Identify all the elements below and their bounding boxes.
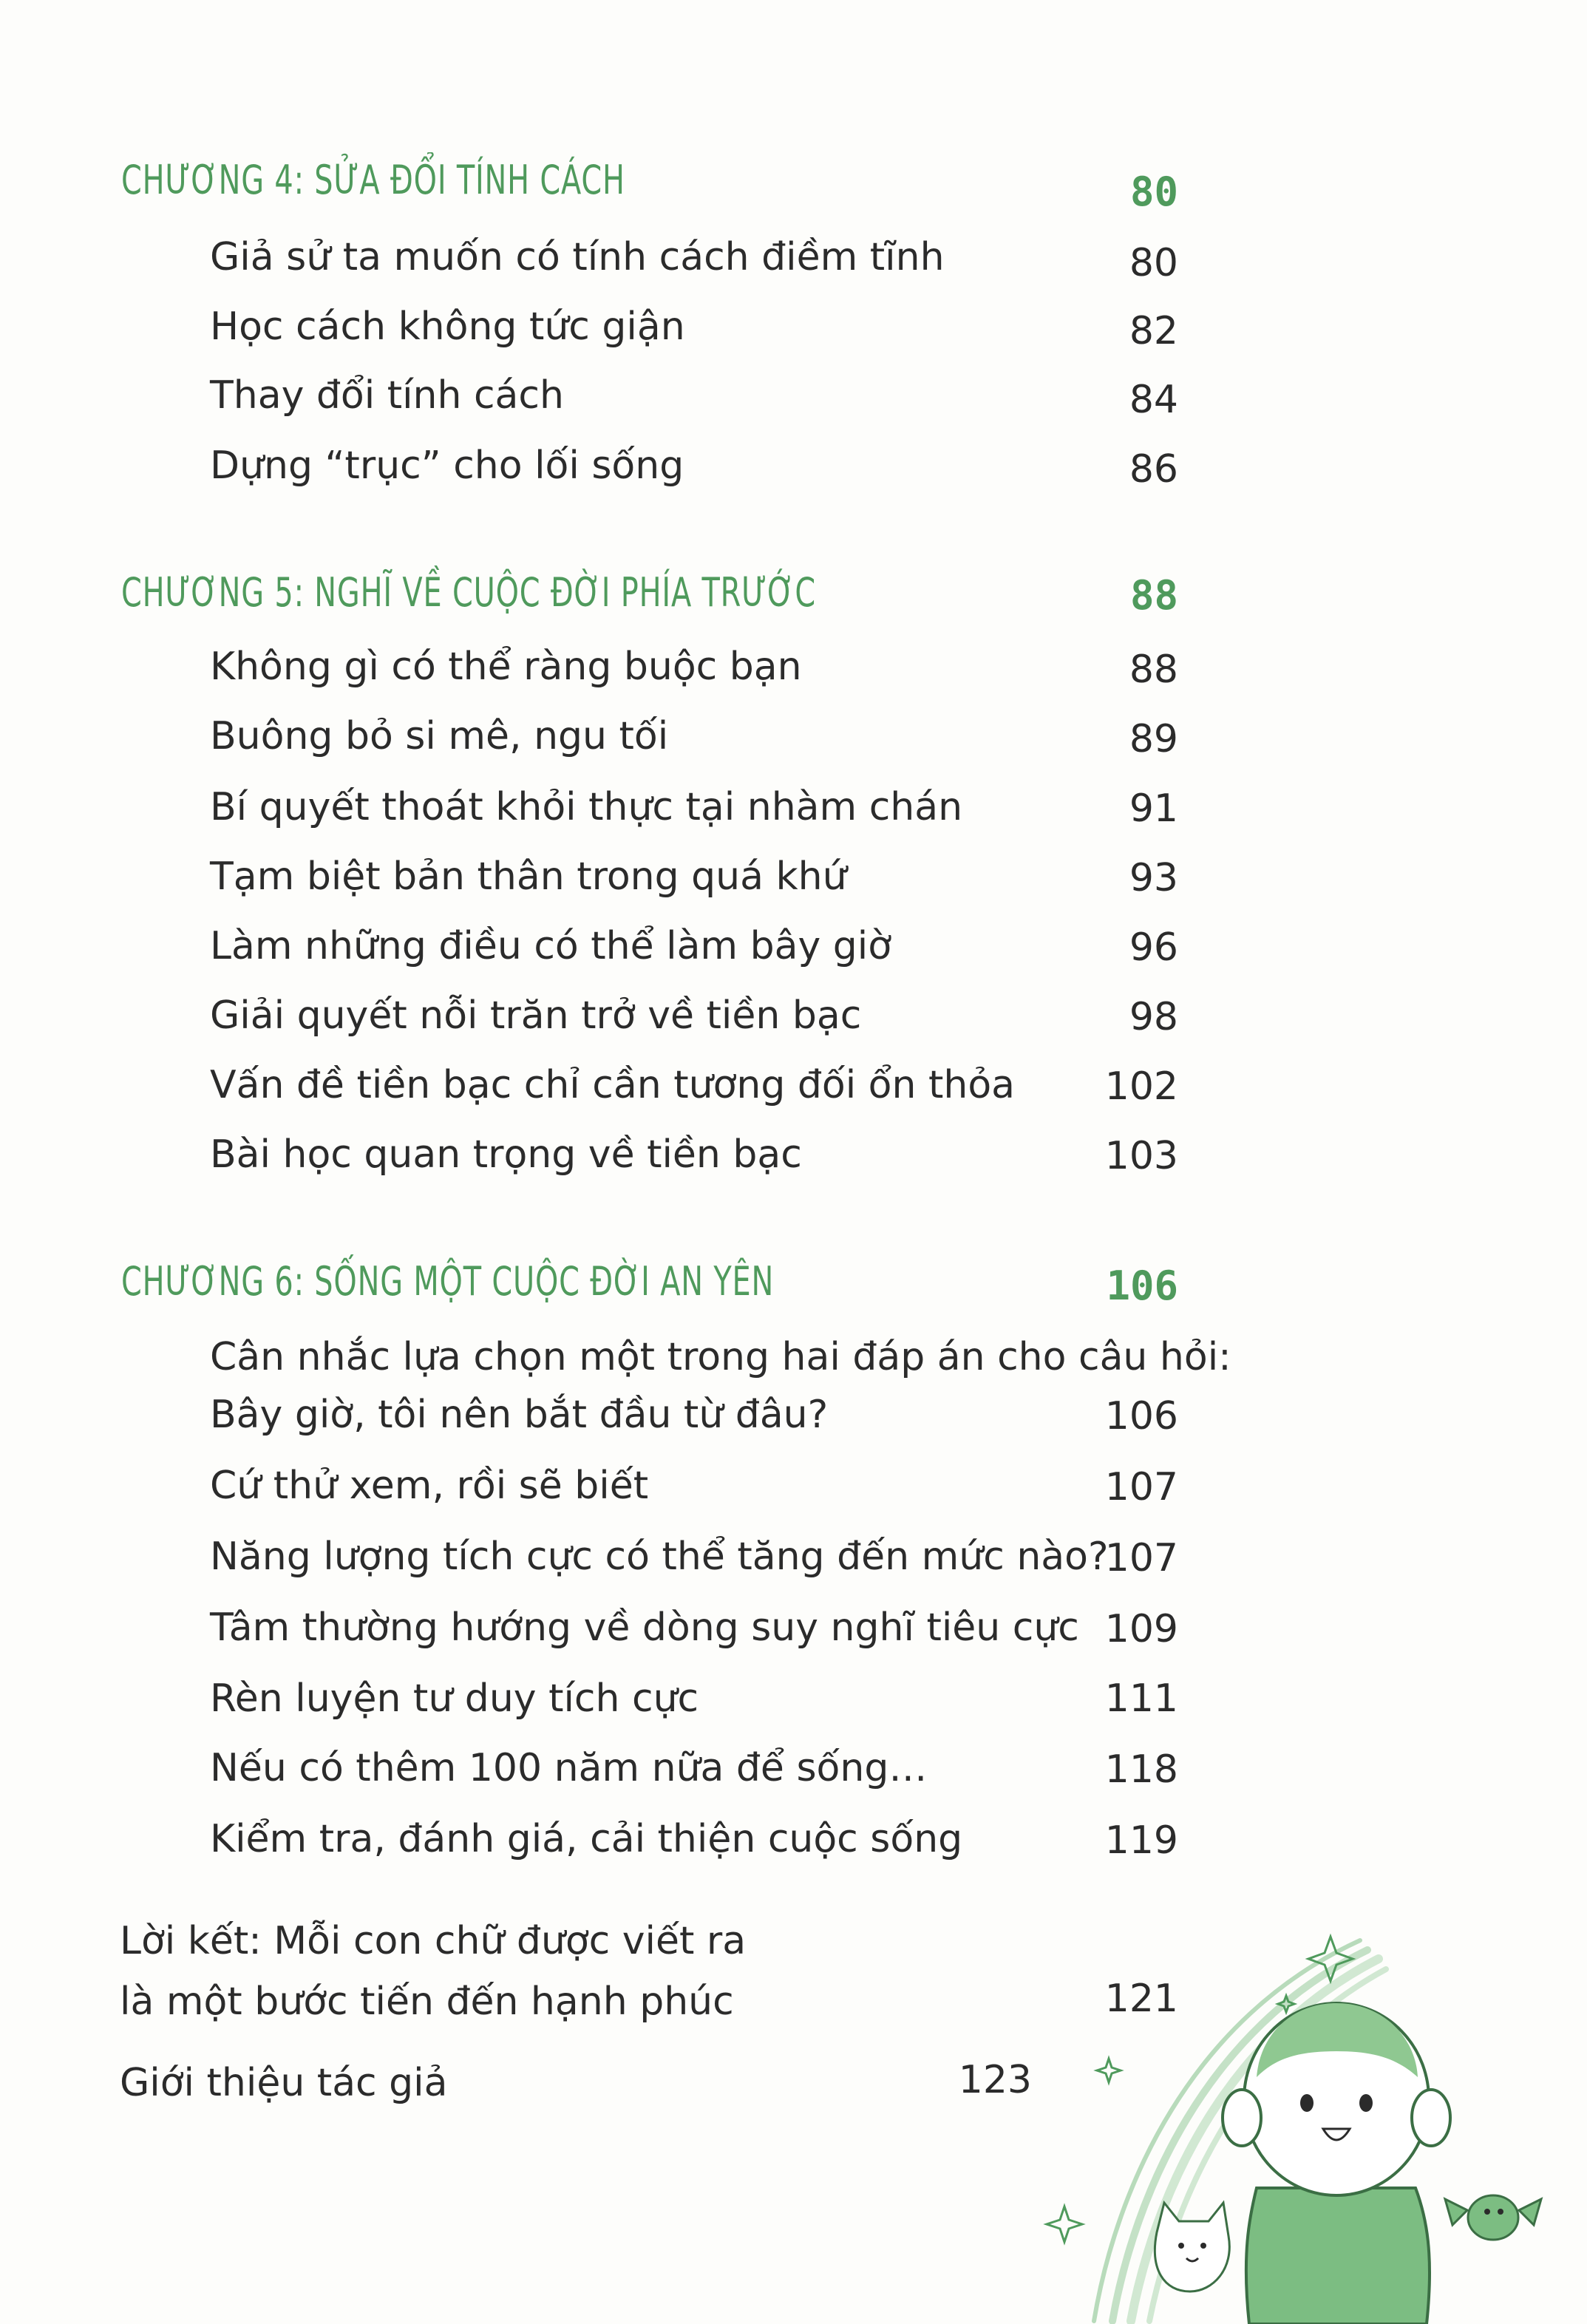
author-intro-page: 123 [958, 2058, 1032, 2102]
toc-entry-page: 84 [1129, 378, 1178, 422]
toc-entry[interactable]: Buông bỏ si mê, ngu tối [210, 714, 669, 758]
bird-character [1445, 2195, 1541, 2240]
toc-entry[interactable]: Năng lượng tích cực có thể tăng đến mức nào? [210, 1535, 1109, 1579]
toc-entry-page: 86 [1129, 447, 1178, 492]
toc-entry-page: 89 [1129, 717, 1178, 761]
chapter-5-heading[interactable]: CHƯƠNG 5: NGHĨ VỀ CUỘC ĐỜI PHÍA TRƯỚC [121, 569, 817, 616]
toc-entry[interactable]: Học cách không tức giận [210, 305, 685, 349]
toc-entry[interactable]: Nếu có thêm 100 năm nữa để sống… [210, 1746, 928, 1790]
toc-entry-page: 91 [1129, 786, 1178, 831]
toc-entry[interactable]: Giải quyết nỗi trăn trở về tiền bạc [210, 993, 862, 1038]
toc-entry-page: 93 [1129, 856, 1178, 900]
chapter-6-page: 106 [1106, 1263, 1178, 1309]
toc-entry[interactable]: Bí quyết thoát khỏi thực tại nhàm chán [210, 785, 963, 829]
toc-entry-page: 102 [1104, 1064, 1178, 1109]
toc-entry-page: 107 [1104, 1536, 1178, 1580]
toc-entry[interactable]: Không gì có thể ràng buộc bạn [210, 645, 802, 689]
toc-entry[interactable]: Giả sử ta muốn có tính cách điềm tĩnh [210, 235, 945, 279]
toc-entry[interactable]: Kiểm tra, đánh giá, cải thiện cuộc sống [210, 1817, 963, 1861]
toc-entry[interactable]: Tạm biệt bản thân trong quá khứ [210, 854, 847, 899]
toc-entry-page: 82 [1129, 309, 1178, 353]
closing-page: 121 [1104, 1977, 1178, 2021]
toc-entry-page: 111 [1104, 1676, 1178, 1721]
toc-entry-page: 96 [1129, 925, 1178, 970]
toc-entry-page: 107 [1104, 1465, 1178, 1509]
cat-character [1155, 2203, 1229, 2291]
toc-entry[interactable]: Tâm thường hướng về dòng suy nghĩ tiêu cực [210, 1606, 1079, 1650]
closing-title-line-1[interactable]: Lời kết: Mỗi con chữ được viết ra [120, 1919, 747, 1963]
chapter-4-page: 80 [1129, 169, 1178, 215]
toc-entry-page: 80 [1129, 241, 1178, 285]
toc-entry[interactable]: Rèn luyện tư duy tích cực [210, 1676, 699, 1721]
toc-entry[interactable]: Cân nhắc lựa chọn một trong hai đáp án cho câu hỏi: [210, 1335, 1231, 1379]
chapter-6-heading[interactable]: CHƯƠNG 6: SỐNG MỘT CUỘC ĐỜI AN YÊN [121, 1258, 775, 1305]
toc-entry[interactable]: Bây giờ, tôi nên bắt đầu từ đâu? [210, 1393, 829, 1437]
toc-entry-page: 88 [1129, 648, 1178, 692]
toc-entry[interactable]: Cứ thử xem, rồi sẽ biết [210, 1464, 649, 1508]
chapter-4-heading[interactable]: CHƯƠNG 4: SỬA ĐỔI TÍNH CÁCH [121, 157, 625, 203]
toc-entry-page: 98 [1129, 995, 1178, 1039]
toc-entry[interactable]: Vấn đề tiền bạc chỉ cần tương đối ổn thỏa [210, 1063, 1016, 1107]
chapter-5-page: 88 [1129, 572, 1178, 619]
toc-entry-page: 118 [1104, 1747, 1178, 1792]
author-intro-title[interactable]: Giới thiệu tác giả [120, 2061, 448, 2105]
toc-entry[interactable]: Thay đổi tính cách [210, 373, 564, 418]
toc-entry[interactable]: Làm những điều có thể làm bây giờ [210, 924, 892, 968]
toc-entry[interactable]: Dựng “trục” cho lối sống [210, 444, 684, 488]
toc-entry-page: 106 [1104, 1394, 1178, 1438]
toc-entry-page: 103 [1104, 1134, 1178, 1178]
closing-title-line-2[interactable]: là một bước tiến đến hạnh phúc [120, 1980, 734, 2024]
toc-entry[interactable]: Bài học quan trọng về tiền bạc [210, 1132, 802, 1177]
toc-entry-page: 109 [1104, 1607, 1178, 1651]
monk-illustration [1013, 1907, 1587, 2324]
toc-entry-page: 119 [1104, 1818, 1178, 1863]
monk-character [1223, 2003, 1450, 2324]
